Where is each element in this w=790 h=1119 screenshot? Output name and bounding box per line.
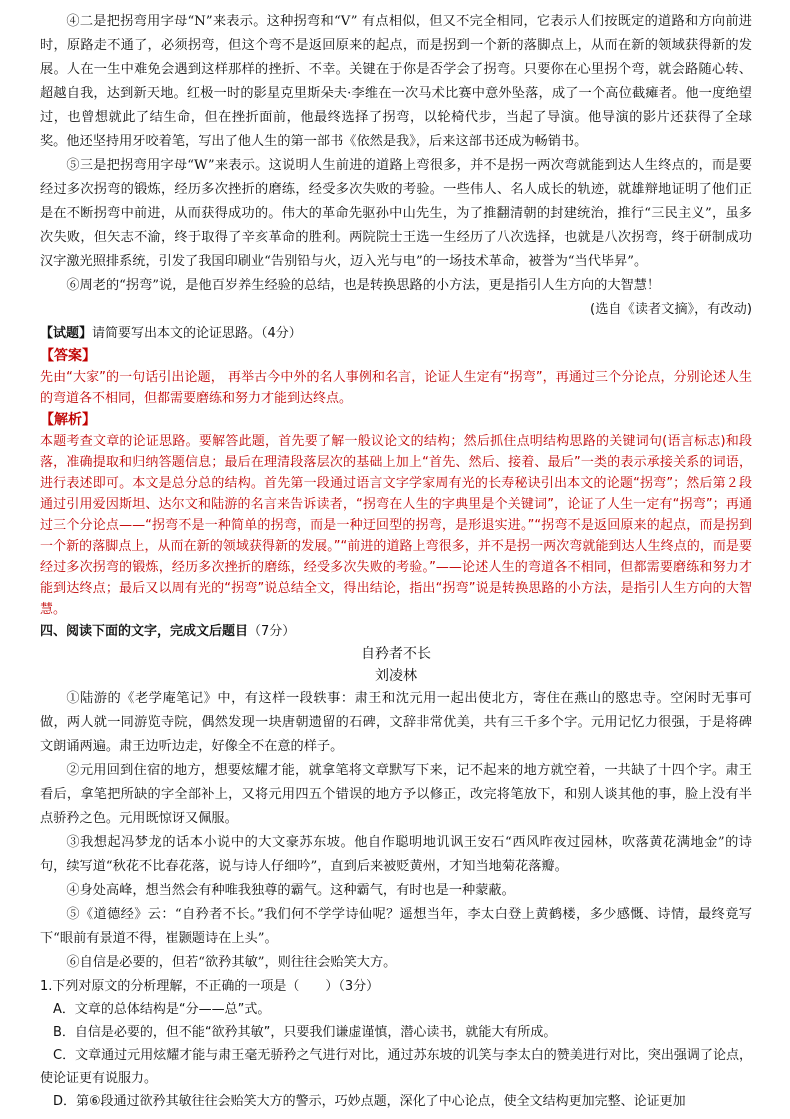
essay-para3: ③我想起冯梦龙的话本小说中的大文豪苏东坡。他自作聪明地讥讽王安石“西风昨夜过园林，吹落黄花满地金”的诗句，续写道“秋花不比春花落，说与诗人仔细吟”，直到后来被贬黄州，才知当地菊花落瓣。 (40, 835, 752, 874)
section4-heading (40, 620, 752, 643)
answer-text: 先由“大家”的一句话引出论题， 再举古今中外的名人事例和名言，论证人生定有“拐弯”，再通过三个分论点，分别论述人生的弯道各不相同，但都需要磨练和努力才能到达终点。 (40, 370, 752, 406)
analysis-text: 本题考查文章的论证思路。要解答此题，首先要了解一般议论文的结构；然后抓住点明结构思路的关键词句(语言标志)和段落，准确提取和归纳答题信息；最后在理清段落层次的基础上加上“首先、然后、接着、最后”一类的表示承接关系的词语，进行表述即可。本文是总分总的结构。首先第一段通过语言文字学家周有光的长寿秘诀引出本文的论题“拐弯”；然后第２段通过引用爱因斯坦、达尔文和陆游的名言来告诉读者，“拐弯在人生的字典里是个关键词”，论证了人生一定有“拐弯”；再通过三个分论点——“拐弯不是一种简单的拐弯，而是一种迂回型的拐弯，是形退实进。”“拐弯不是返回原来的起点，而是拐到一个新的落脚点上，从而在新的领域获得新的发展。”“前进的道路上弯很多，并不是拐一两次弯就能到达人生终点的，而是要经过多次拐弯的锻炼，经历多次挫折的磨练，经受多次失败的考验。”——论述人生的弯道各不相同，但都需要磨练和努力才能到达终点；最后又以周有光的“拐弯”说总结全文，得出结论，指出“拐弯”说是转换思路的小方法，是指引人生方向的大智慧。 (40, 434, 752, 617)
answer-label: 【答案】 (40, 348, 96, 364)
question-label: 【试题】 (40, 326, 93, 341)
essay-para2: ②元用回到住宿的地方，想要炫耀才能，就拿笔将文章默写下来，记不起来的地方就空着，一共缺了十四个字。肃王看后，拿笔把所缺的字全部补上，又将元用四五个错误的地方予以修正，改完将笔放下，和别人谈其他的事，脸上没有半点骄矜之色。元用既惊讶又佩服。 (40, 763, 752, 826)
essay-para6: ⑥自信是必要的，但若“欲矜其敏”，则往往会贻笑大方。 (66, 955, 397, 970)
section4-points: （7分） (248, 624, 296, 639)
question-text: 请简要写出本文的论证思路。（4分） (92, 326, 302, 341)
essay-title: 自矜者不长 (361, 646, 431, 662)
passage1-para4: ④二是把拐弯用字母“N”来表示。这种拐弯和“V” 有点相似，但又不完全相同，它表示人们按既定的道路和方向前进时，原路走不通了，必须拐弯，但这个弯不是返回原来的起点，而是拐到一个新的落脚点上，从而在新的领域获得新的发展。人在一生中难免会遇到这样那样的挫折、不幸。关键在于你是否学会了拐弯。只要你在心里拐个弯，就会路随心转、超越自我，达到新天地。红极一时的影星克里斯朵夫·李维在一次马术比赛中意外坠落，成了一个高位截瘫者。他一度绝望过，也曾想就此了结生命，但在挫折面前，他最终选择了拐弯，以轮椅代步，当起了导演。他导演的影片还获得了全球奖。他还坚持用牙咬着笔，写出了他人生的第一部书《依然是我》，后来这部书还成为畅销书。 (40, 14, 752, 149)
essay-author: 刘凌林 (375, 668, 417, 684)
section4-title: 四、阅读下面的文字，完成文后题目 (40, 624, 249, 639)
essay-para4: ④身处高峰，想当然会有种唯我独尊的霸气。这种霸气，有时也是一种蒙蔽。 (66, 883, 515, 898)
question1 (40, 322, 752, 345)
source-note: (选自《读者文摘》，有改动) (590, 302, 752, 317)
essay-para5: ⑤《道德经》云：“自矜者不长。”我们何不学学诗仙呢？遥想当年，李太白登上黄鹤楼，多少感慨、诗情，最终竟写下“眼前有景道不得，崔颢题诗在上头”。 (40, 907, 752, 946)
mcq-option-c: C．文章通过元用炫耀才能与肃王毫无骄矜之气进行对比，通过苏东坡的讥笑与李太白的赞美进行对比，突出强调了论点，使论证更有说服力。 (40, 1048, 752, 1086)
mcq-option-a: A．文章的总体结构是“分——总”式。 (53, 1002, 271, 1017)
passage1-para5: ⑤三是把拐弯用字母“W”来表示。这说明人生前进的道路上弯很多，并不是拐一两次弯就能到达人生终点的，而是要经过多次拐弯的锻炼，经历多次挫折的磨练，经受多次失败的考验。一些伟人、名人成长的轨迹，就雄辩地证明了他们正是在不断拐弯中前进，从而获得成功的。伟大的革命先驱孙中山先生，为了推翻清朝的封建统治，推行“三民主义”，虽多次失败，但矢志不渝，终于取得了辛亥革命的胜利。两院院士王选一生经历了八次选择，也就是八次拐弯，终于研制成功汉字激光照排系统，引发了我国印刷业“告别铅与火，迈入光与电”的一场技术革命，被誉为“当代毕昇”。 (40, 158, 752, 269)
document-page (40, 10, 752, 1113)
passage1-para6: ⑥周老的“拐弯”说，是他百岁养生经验的总结，也是转换思路的小方法，更是指引人生方向的大智慧！ (66, 278, 661, 293)
mcq-option-d: D．第⑥段通过欲矜其敏往往会贻笑大方的警示，巧妙点题，深化了中心论点，使全文结构更加完整、论证更加 (53, 1094, 686, 1109)
mcq-option-b: B．自信是必要的，但不能“欲矜其敏”，只要我们谦虚谨慎，潜心读书，就能大有所成。 (53, 1025, 557, 1040)
essay-para1: ①陆游的《老学庵笔记》中，有这样一段轶事：肃王和沈元用一起出使北方，寄住在燕山的愍忠寺。空闲时无事可做，两人就一同游览寺院，偶然发现一块唐朝遗留的石碑，文辞非常优美，共有三千多个字。元用记忆力很强，于是将碑文朗诵两遍。肃王边听边走，好像全不在意的样子。 (40, 691, 752, 754)
mcq-stem: 1.下列对原文的分析理解，不正确的一项是（ ）（3分） (40, 979, 380, 994)
analysis-label: 【解析】 (40, 412, 96, 428)
